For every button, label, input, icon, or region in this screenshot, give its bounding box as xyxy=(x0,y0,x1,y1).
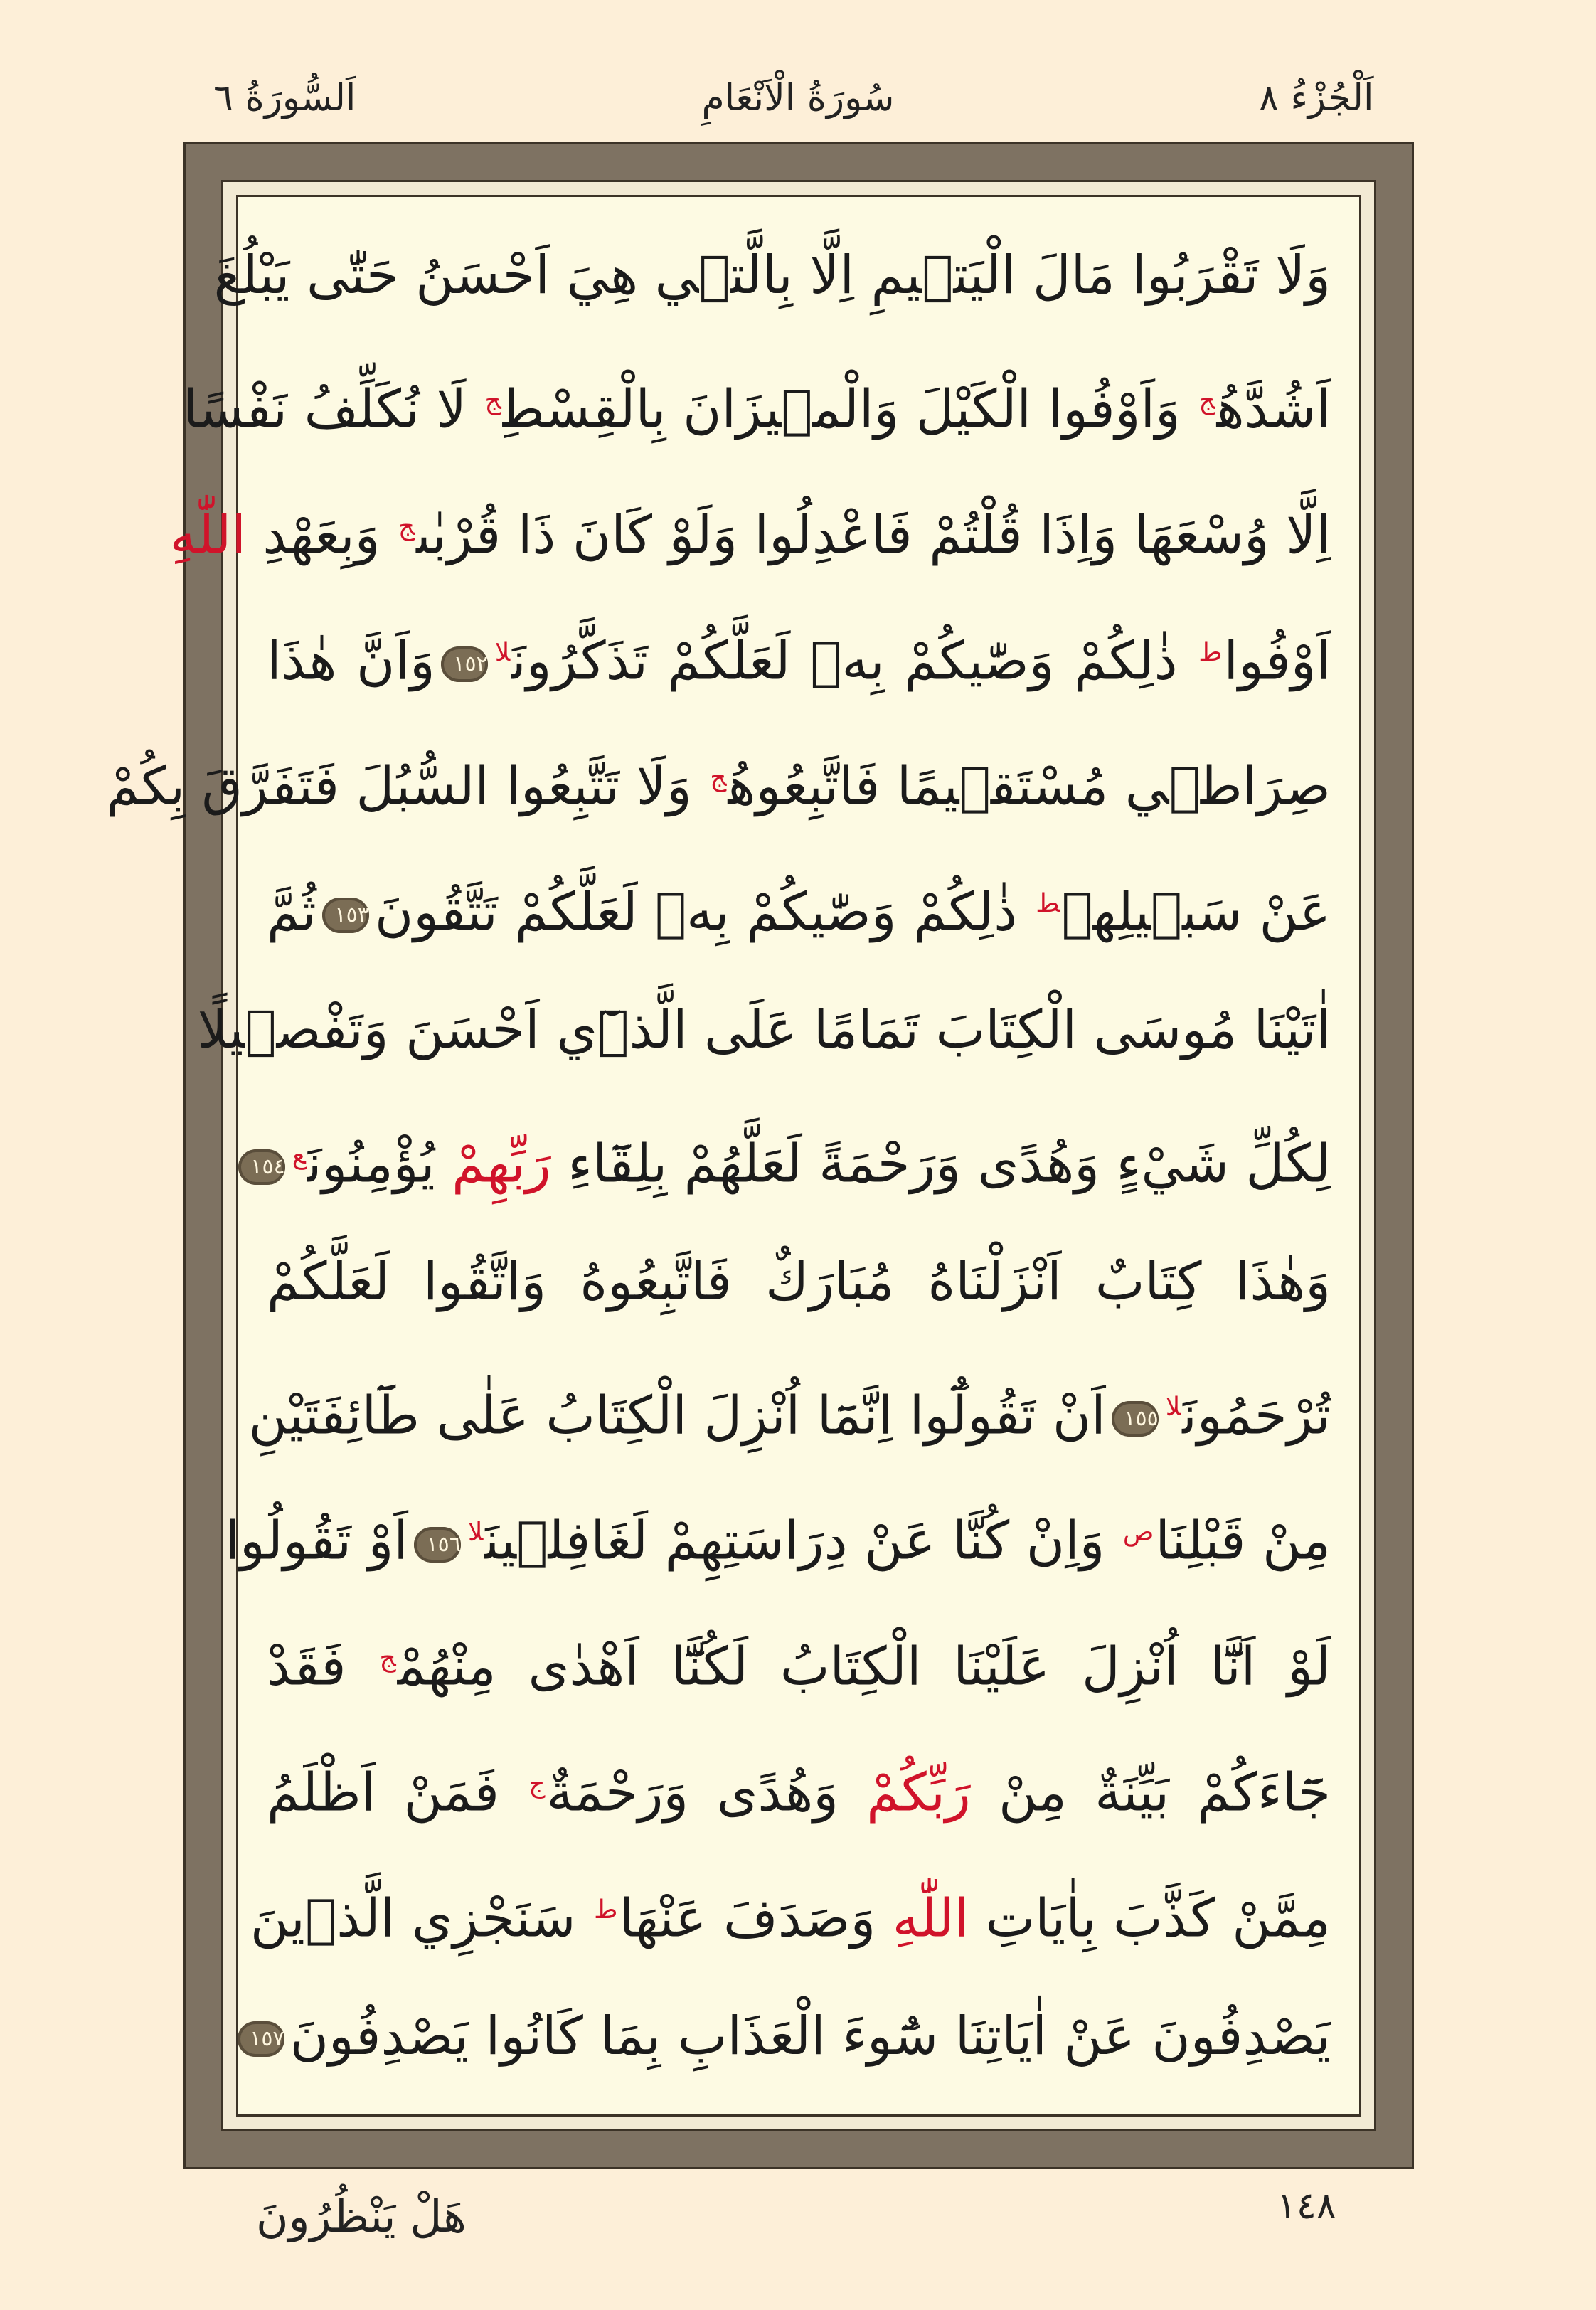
verse-text: اَوْ تَقُولُوا xyxy=(225,1511,408,1572)
verse-line xyxy=(250,1861,1331,1960)
ayah-number-marker: ١٥٦ xyxy=(414,1527,461,1563)
ayah-number-marker: ١٥٣ xyxy=(322,898,369,933)
waqf-stop-sign: لا xyxy=(494,637,511,667)
verse-text: اَوْفُوا xyxy=(1223,630,1331,692)
verse-line xyxy=(267,603,1331,703)
verse-line xyxy=(197,980,1331,1080)
waqf-stop-sign: ط xyxy=(1036,889,1060,919)
divine-name-text: اللّٰهِ xyxy=(892,1888,969,1949)
waqf-stop-sign: ج xyxy=(528,1769,546,1799)
verse-text: عَنْ سَب۪يلِه۪ xyxy=(1061,881,1331,943)
verse-text: اِلَّا وُسْعَهَا وَاِذَا قُلْتُمْ فَاعْدِلُوا وَلَوْ كَانَ ذَا قُرْبٰى xyxy=(416,504,1331,566)
divine-name-text: رَبِّكُمْ xyxy=(866,1762,971,1824)
verse-line xyxy=(267,1735,1331,1834)
waqf-stop-sign: ج xyxy=(379,1644,396,1673)
ayah-number-marker: ١٥٢ xyxy=(441,646,488,682)
waqf-stop-sign: ج xyxy=(1198,385,1215,415)
verse-text: وَلَا تَقْرَبُوا مَالَ الْيَت۪يمِ اِلَّا بِالَّت۪ي هِيَ اَحْسَنُ حَتّٰى يَبْلُغَ xyxy=(213,245,1331,306)
juz-label: اَلْجُزْءُ ٨ xyxy=(1259,77,1374,119)
waqf-stop-sign: ع xyxy=(292,1140,306,1170)
verse-text: وَهُدًى وَرَحْمَةٌ xyxy=(546,1762,867,1824)
verse-text: اٰتَيْنَا مُوسَى الْكِتَابَ تَمَامًا عَلَى الَّذ۪ٓي اَحْسَنَ وَتَفْص۪يلًا xyxy=(197,999,1331,1061)
verse-line xyxy=(250,1106,1331,1205)
verse-line xyxy=(250,1986,1331,2086)
verse-lines xyxy=(106,225,1331,2086)
verse-text: ذٰلِكُمْ وَصّٰيكُمْ بِه۪ لَعَلَّكُمْ تَذَكَّرُونَ xyxy=(511,630,1198,692)
divine-name-text: اللّٰهِ xyxy=(169,504,246,566)
surah-title: سُورَةُ الْاَنْعَامِ xyxy=(701,77,895,119)
verse-text: مِمَّنْ كَذَّبَ بِاٰيَاتِ xyxy=(968,1888,1331,1949)
verse-text: وَاِنْ كُنَّا عَنْ دِرَاسَتِهِمْ لَغَافِل۪ينَ xyxy=(484,1511,1122,1572)
waqf-stop-sign: لا xyxy=(1165,1392,1181,1422)
catchword: هَلْ يَنْظُرُونَ xyxy=(256,2191,467,2242)
verse-text: لِكُلِّ شَيْءٍ وَهُدًى وَرَحْمَةً لَعَلَّهُمْ بِلِقَٓاءِ xyxy=(550,1133,1331,1195)
ayah-number-marker: ١٥٤ xyxy=(238,1149,285,1185)
waqf-stop-sign: ج xyxy=(398,511,415,541)
verse-text: وَبِعَهْدِ xyxy=(245,504,397,566)
waqf-stop-sign: ص xyxy=(1122,1518,1154,1548)
ayah-number-marker: ١٥٥ xyxy=(1112,1401,1159,1437)
verse-text: سَنَجْزِي الَّذ۪ينَ xyxy=(250,1888,593,1949)
verse-text: لَا نُكَلِّفُ نَفْسًا xyxy=(183,378,484,440)
verse-line xyxy=(183,351,1331,451)
verse-line xyxy=(267,1232,1331,1331)
verse-line xyxy=(169,477,1331,577)
verse-line xyxy=(213,225,1331,325)
verse-text: اَشُدَّهُ xyxy=(1216,378,1331,440)
waqf-stop-sign: ط xyxy=(594,1895,618,1925)
waqf-stop-sign: ج xyxy=(710,763,727,793)
verse-text: لَوْ اَنَّٓا اُنْزِلَ عَلَيْنَا الْكِتَابُ لَكُنَّٓا اَهْدٰى مِنْهُمْ xyxy=(397,1636,1331,1698)
verse-text: وَلَا تَتَّبِعُوا السُّبُلَ فَتَفَرَّقَ بِكُمْ xyxy=(106,756,709,818)
verse-text: وَصَدَفَ عَنْهَا xyxy=(619,1888,893,1949)
verse-line xyxy=(248,1358,1331,1457)
verse-text: يَصْدِفُونَ عَنْ اٰيَاتِنَا سُٓوءَ الْعَذَابِ بِمَا كَانُوا يَصْدِفُونَ xyxy=(289,2005,1331,2067)
page-frame-outer xyxy=(106,142,1414,2169)
verse-text: ذٰلِكُمْ وَصّٰيكُمْ بِه۪ لَعَلَّكُمْ تَتَّقُونَ xyxy=(374,881,1035,943)
verse-text: فَقَدْ xyxy=(267,1636,378,1698)
verse-text: ثُمَّ xyxy=(267,881,316,943)
verse-text: اَنْ تَقُولُٓوا اِنَّمَٓا اُنْزِلَ الْكِتَابُ عَلٰى طَٓائِفَتَيْنِ xyxy=(248,1385,1106,1447)
waqf-stop-sign: لا xyxy=(467,1518,484,1548)
waqf-stop-sign: ط xyxy=(1198,637,1223,667)
page-frame-inner xyxy=(106,180,1376,2131)
verse-line xyxy=(225,1483,1331,1582)
verse-text: يُؤْمِنُونَ xyxy=(307,1133,452,1195)
verse-text: وَاَوْفُوا الْكَيْلَ وَالْم۪يزَانَ بِالْقِسْطِ xyxy=(502,378,1198,440)
verse-text-panel xyxy=(106,195,1361,2117)
verse-text: جَٓاءَكُمْ بَيِّنَةٌ مِنْ xyxy=(970,1762,1331,1824)
waqf-stop-sign: ج xyxy=(484,385,501,415)
verse-text: تُرْحَمُونَ xyxy=(1182,1385,1331,1447)
ayah-number-marker: ١٥٧ xyxy=(238,2021,284,2057)
verse-text: فَمَنْ اَظْلَمُ xyxy=(267,1762,528,1824)
verse-text: مِنْ قَبْلِنَا xyxy=(1155,1511,1331,1572)
page-number: ١٤٨ xyxy=(1277,2185,1336,2228)
verse-text: وَهٰذَا كِتَابٌ اَنْزَلْنَاهُ مُبَارَكٌ فَاتَّبِعُوهُ وَاتَّقُوا لَعَلَّكُمْ xyxy=(267,1250,1331,1312)
divine-name-text: رَبِّهِمْ xyxy=(452,1133,551,1195)
verse-text: وَاَنَّ هٰذَا xyxy=(267,630,435,692)
surah-number-label: اَلسُّورَةُ ٦ xyxy=(213,77,356,119)
verse-line xyxy=(267,854,1331,954)
verse-line xyxy=(106,728,1331,828)
verse-line xyxy=(267,1609,1331,1708)
verse-text: صِرَاط۪ي مُسْتَق۪يمًا فَاتَّبِعُوهُ xyxy=(728,756,1331,818)
